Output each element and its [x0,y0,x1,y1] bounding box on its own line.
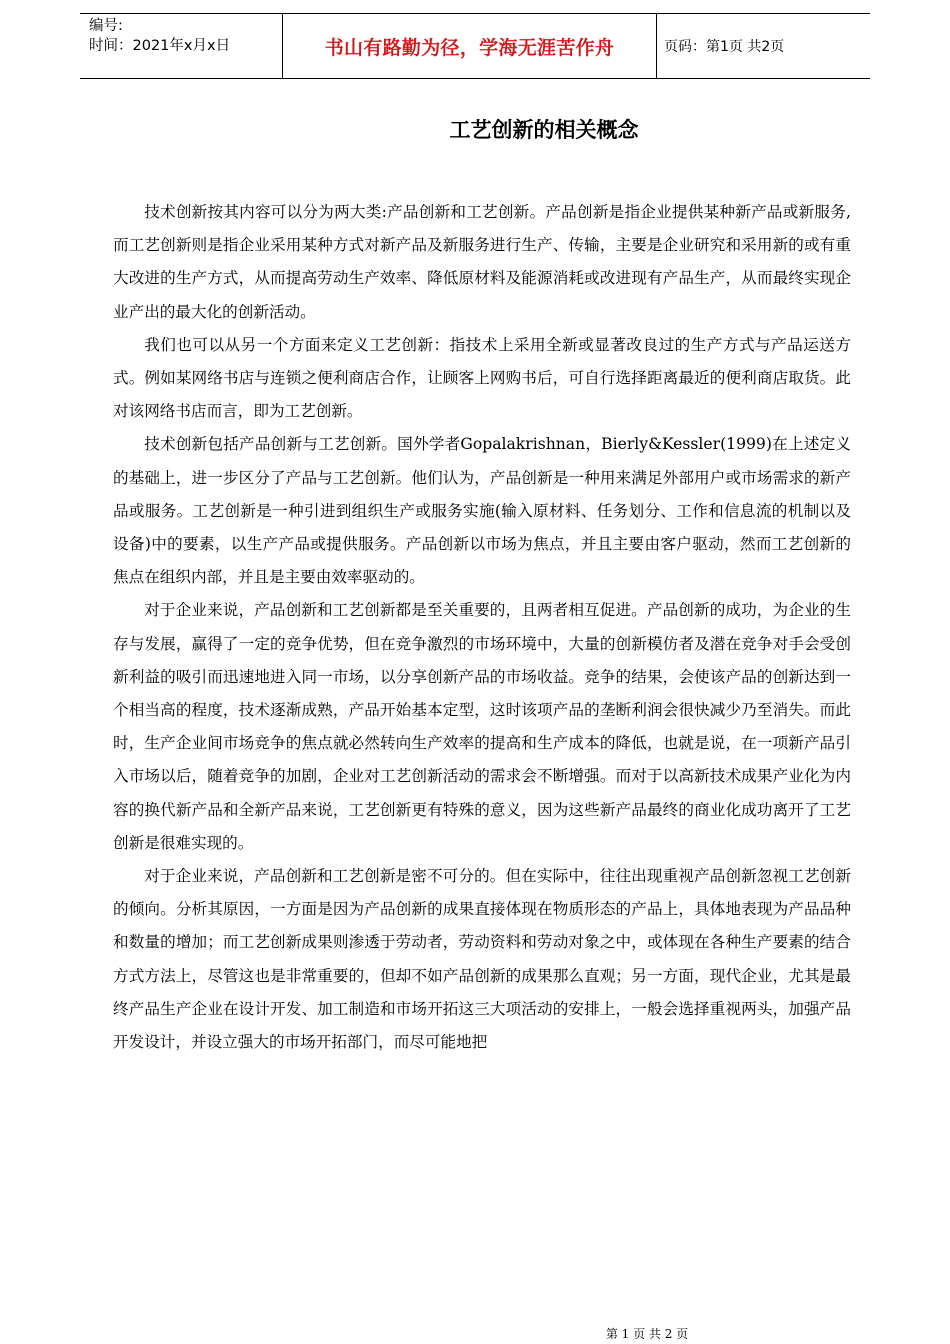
header-motto: 书山有路勤为径，学海无涯苦作舟 [283,14,657,78]
page-footer: 第 1 页 共 2 页 [605,1327,689,1341]
paragraph: 技术创新包括产品创新与工艺创新。国外学者Gopalakrishnan，Bierly&Kessler(1999)在上述定义的基础上，进一步区分了产品与工艺创新。他们认为，产品创新是一种用来满足外部用户或市场需求的新产品或服务。工艺创新是一种引进到组织生产或服务实施(输入原材料、任务划分、工作和信息流的机制以及设备)中的要素，以生产产品或提供服务。产品创新以市场为焦点，并且主要由客户驱动，然而工艺创新的焦点在组织内部，并且是主要由效率驱动的。 [113,435,851,587]
paragraph: 我们也可以从另一个方面来定义工艺创新：指技术上采用全新或显著改良过的生产方式与产品运送方式。例如某网络书店与连锁之便利商店合作，让顾客上网购书后，可自行选择距离最近的便利商店取货。此对该网络书店而言，即为工艺创新。 [113,335,851,421]
page-header [80,13,870,79]
header-page-number: 页码：第1页 共2页 [664,39,785,55]
document-body [113,196,851,1059]
header-meta-cell [80,14,283,78]
document-title: 工艺创新的相关概念 [449,118,639,142]
document-date-label: 时间：2021年x月x日 [89,38,231,54]
document-number-label: 编号: [89,18,123,34]
paragraph: 对于企业来说，产品创新和工艺创新都是至关重要的，且两者相互促进。产品创新的成功，为企业的生存与发展，赢得了一定的竞争优势，但在竞争激烈的市场环境中，大量的创新模仿者及潜在竞争对手会受创新利益的吸引而迅速地进入同一市场，以分享创新产品的市场收益。竞争的结果，会使该产品的创新达到一个相当高的程度，技术逐渐成熟，产品开始基本定型，这时该项产品的垄断利润会很快减少乃至消失。而此时，生产企业间市场竞争的焦点就必然转向生产效率的提高和生产成本的降低，也就是说，在一项新产品引入市场以后，随着竞争的加剧，企业对工艺创新活动的需求会不断增强。而对于以高新技术成果产业化为内容的换代新产品和全新产品来说，工艺创新更有特殊的意义，因为这些新产品最终的商业化成功离开了工艺创新是很难实现的。 [113,601,851,852]
paragraph: 对于企业来说，产品创新和工艺创新是密不可分的。但在实际中，往往出现重视产品创新忽视工艺创新的倾向。分析其原因，一方面是因为产品创新的成果直接体现在物质形态的产品上，具体地表现为产品品种和数量的增加；而工艺创新成果则渗透于劳动者，劳动资料和劳动对象之中，或体现在各种生产要素的结合方式方法上，尽管这也是非常重要的，但却不如产品创新的成果那么直观；另一方面，现代企业，尤其是最终产品生产企业在设计开发、加工制造和市场开拓这三大项活动的安排上，一般会选择重视两头，加强产品开发设计，并设立强大的市场开拓部门，而尽可能地把 [113,867,851,1052]
paragraph: 技术创新按其内容可以分为两大类:产品创新和工艺创新。产品创新是指企业提供某种新产品或新服务,而工艺创新则是指企业采用某种方式对新产品及新服务进行生产、传输，主要是企业研究和采用新的或有重大改进的生产方式，从而提高劳动生产效率、降低原材料及能源消耗或改进现有产品生产，从而最终实现企业产出的最大化的创新活动。 [113,203,851,321]
